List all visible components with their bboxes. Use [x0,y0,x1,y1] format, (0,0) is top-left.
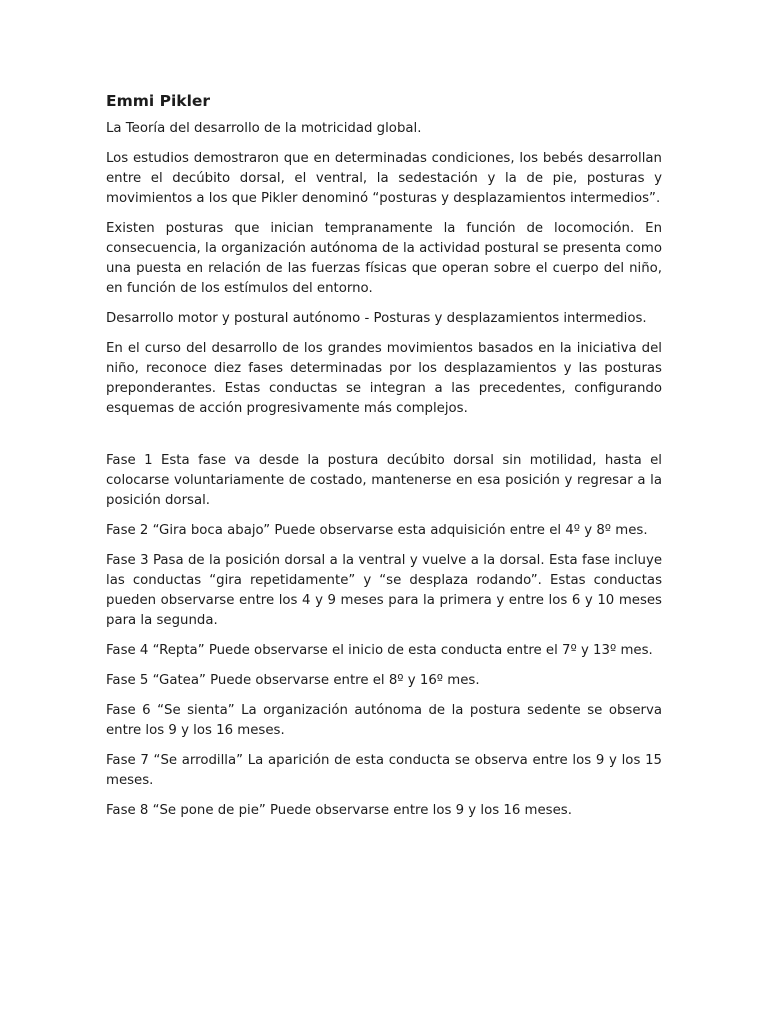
intro-paragraph: Existen posturas que inician tempranamente la función de locomoción. En consecuencia, la organización autónoma de la actividad postural se presenta como una puesta en relación de las fuerzas físicas que operan sobre el cuerpo del niño, en función de los estímulos del entorno. [106,221,662,296]
document-page [106,91,662,831]
document-title: Emmi Pikler [106,92,211,110]
phase-paragraph: Fase 6 “Se sienta” La organización autónoma de la postura sedente se observa entre los 9 y los 16 meses. [106,703,662,738]
phase-paragraph: Fase 2 “Gira boca abajo” Puede observarse esta adquisición entre el 4º y 8º mes. [106,523,648,538]
section-heading: Desarrollo motor y postural autónomo - Posturas y desplazamientos intermedios. [106,311,647,326]
phase-paragraph: Fase 8 “Se pone de pie” Puede observarse entre los 9 y los 16 meses. [106,803,572,818]
phase-paragraph: Fase 3 Pasa de la posición dorsal a la ventral y vuelve a la dorsal. Esta fase incluye las conductas “gira repetidamente” y “se desplaza rodando”. Estas conductas pueden observarse entre los 4 y 9 meses para la primera y entre los 6 y 10 meses para la segunda. [106,553,662,628]
phase-paragraph: Fase 5 “Gatea” Puede observarse entre el 8º y 16º mes. [106,673,480,688]
intro-paragraph: Los estudios demostraron que en determinadas condiciones, los bebés desarrollan entre el decúbito dorsal, el ventral, la sedestación y la de pie, posturas y movimientos a los que Pikler denominó “posturas y desplazamientos intermedios”. [106,151,662,206]
intro-subtitle: La Teoría del desarrollo de la motricidad global. [106,121,422,136]
phase-paragraph: Fase 1 Esta fase va desde la postura decúbito dorsal sin motilidad, hasta el colocarse voluntariamente de costado, mantenerse en esa posición y regresar a la posición dorsal. [106,453,662,508]
section-spacer [106,429,662,451]
phase-paragraph: Fase 7 “Se arrodilla” La aparición de esta conducta se observa entre los 9 y los 15 meses. [106,753,662,788]
phase-paragraph: Fase 4 “Repta” Puede observarse el inicio de esta conducta entre el 7º y 13º mes. [106,643,653,658]
intro-paragraph: En el curso del desarrollo de los grandes movimientos basados en la iniciativa del niño, reconoce diez fases determinadas por los desplazamientos y las posturas preponderantes. Estas conductas se integran a las precedentes, configurando esquemas de acción progresivamente más complejos. [106,341,662,416]
